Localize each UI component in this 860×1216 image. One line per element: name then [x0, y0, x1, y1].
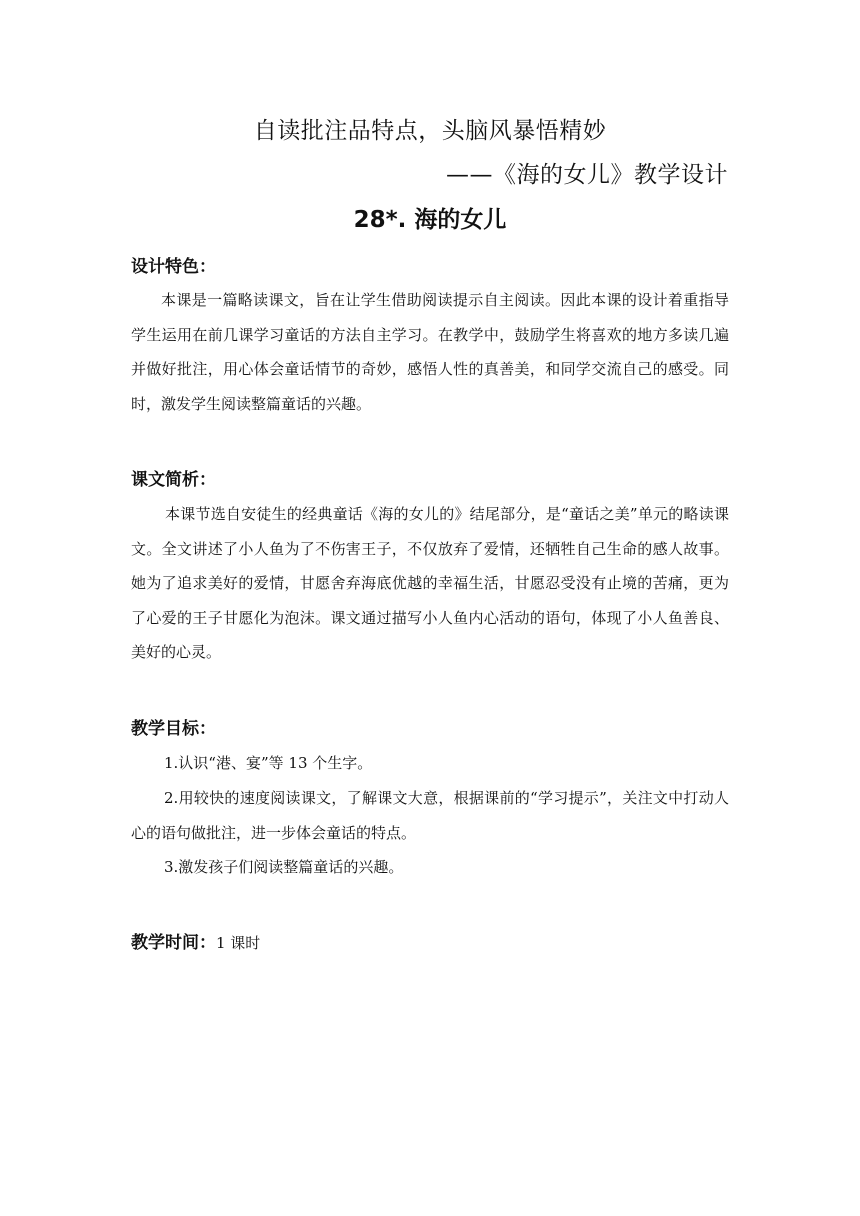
lesson-title: 28*. 海的女儿 — [353, 207, 507, 233]
section-heading-text-analysis: 课文简析： — [131, 470, 216, 490]
document-subtitle: ——《海的女儿》教学设计 — [446, 162, 728, 188]
text-analysis-paragraph: 本课节选自安徒生的经典童话《海的女儿的》结尾部分，是“童话之美”单元的略读课文。全文讲述了小人鱼为了不伤害王子，不仅放弃了爱情，还牺牲自己生命的感人故事。她为了追求美好的爱情，甘愿舍弃海底优越的幸福生活，甘愿忍受没有止境的苦痛，更为了心爱的王子甘愿化为泡沫。课文通过描写小人鱼内心活动的语句，体现了小人鱼善良、美好的心灵。 — [131, 505, 729, 661]
section-heading-design-features: 设计特色： — [131, 257, 216, 277]
section-heading-teaching-goals: 教学目标： — [131, 719, 216, 739]
teaching-time-value: 1 课时 — [216, 934, 261, 952]
design-features-paragraph: 本课是一篇略读课文，旨在让学生借助阅读提示自主阅读。因此本课的设计着重指导学生运用在前几课学习童话的方法自主学习。在教学中，鼓励学生将喜欢的地方多读几遍并做好批注，用心体会童话情节的奇妙，感悟人性的真善美，和同学交流自己的感受。同时，激发学生阅读整篇童话的兴趣。 — [131, 291, 729, 413]
teaching-time-line — [131, 928, 260, 953]
teaching-goal-item-2: 2.用较快的速度阅读课文，了解课文大意，根据课前的“学习提示”，关注文中打动人心的语句做批注，进一步体会童话的特点。 — [131, 789, 729, 842]
teaching-goal-item-3: 3.激发孩子们阅读整篇童话的兴趣。 — [164, 858, 404, 876]
document-title: 自读批注品特点，头脑风暴悟精妙 — [253, 118, 607, 144]
teaching-goal-item-1: 1.认识“港、宴”等 13 个生字。 — [164, 754, 373, 772]
section-heading-teaching-time: 教学时间： — [131, 933, 216, 953]
